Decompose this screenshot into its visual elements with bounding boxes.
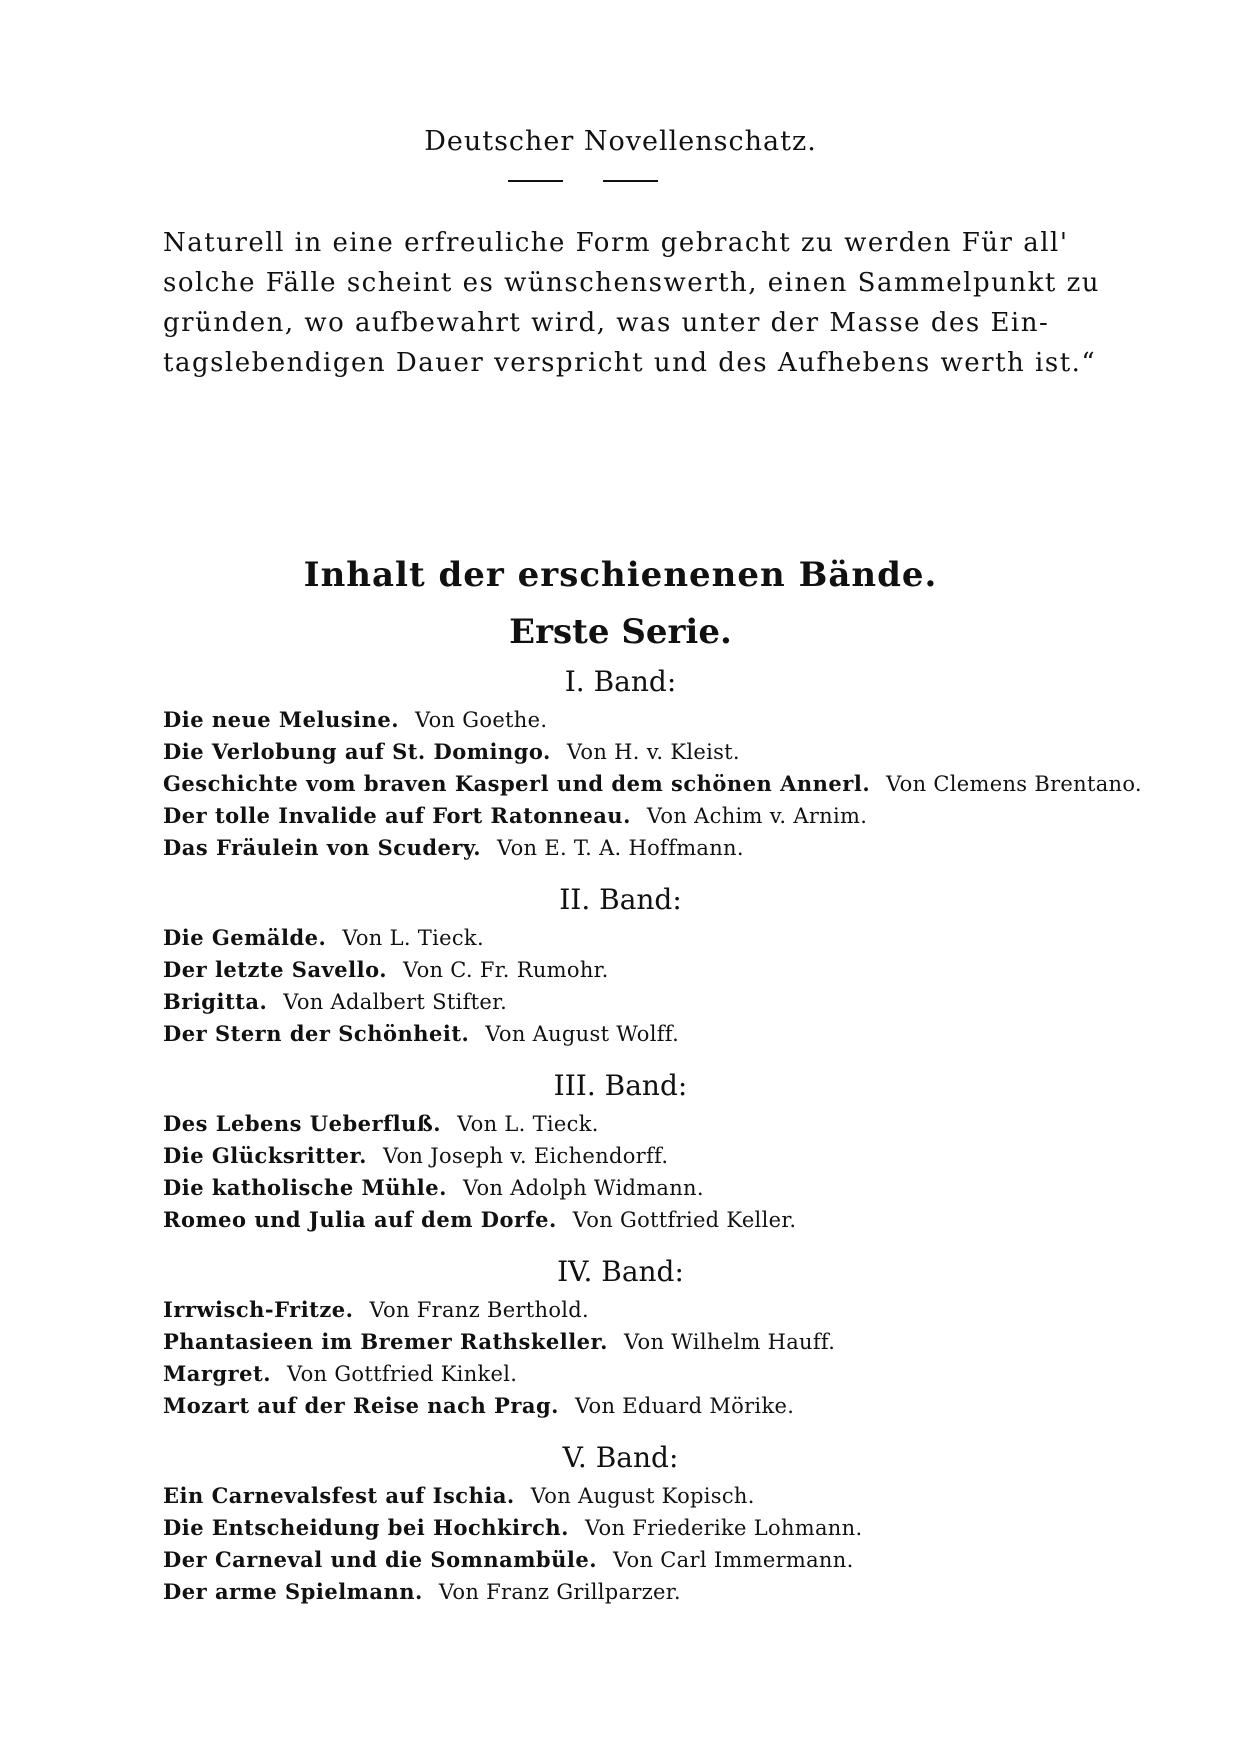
novella-title: Die Glücksritter. (163, 1143, 367, 1168)
novella-title: Des Lebens Ueberfluß. (163, 1111, 442, 1136)
intro-line: tagslebendigen Dauer verspricht und des Aufhebens werth ist.“ (163, 348, 1097, 378)
list-item (163, 1512, 1103, 1544)
novella-author: Von Gottfried Keller. (572, 1208, 797, 1232)
list-item (163, 768, 1142, 800)
volume-2 (163, 878, 1103, 1050)
novella-title: Romeo und Julia auf dem Dorfe. (163, 1207, 557, 1232)
novella-author: Von August Kopisch. (530, 1484, 755, 1508)
volume-heading: IV. Band: (557, 1255, 684, 1288)
volume-heading: III. Band: (553, 1069, 688, 1102)
list-item (163, 1326, 1103, 1358)
list-item (163, 1544, 1103, 1576)
novella-title: Brigitta. (163, 989, 268, 1014)
novella-author: Von Clemens Brentano. (886, 772, 1142, 796)
list-item (163, 1108, 1103, 1140)
list-item (163, 736, 1103, 768)
head-rules (508, 180, 708, 184)
novella-author: Von Goethe. (415, 708, 548, 732)
novella-title: Phantasieen im Bremer Rathskeller. (163, 1329, 608, 1354)
novella-title: Die Gemälde. (163, 925, 327, 950)
list-item (163, 1172, 1103, 1204)
head-rule-left (508, 180, 563, 182)
novella-author: Von L. Tieck. (342, 926, 484, 950)
novella-title: Der arme Spielmann. (163, 1579, 423, 1604)
intro-line: Naturell in eine erfreuliche Form gebracht zu werden Für all' (163, 228, 1069, 258)
novella-author: Von H. v. Kleist. (566, 740, 740, 764)
intro-line: solche Fälle scheint es wünschenswerth, einen Sammelpunkt zu (163, 268, 1101, 298)
list-item (163, 1294, 1103, 1326)
novella-title: Margret. (163, 1361, 272, 1386)
list-item (163, 922, 1103, 954)
novella-author: Von Franz Berthold. (369, 1298, 589, 1322)
list-item (163, 1390, 1103, 1422)
novella-title: Geschichte vom braven Kasperl und dem schönen Annerl. (163, 771, 871, 796)
novella-title: Mozart auf der Reise nach Prag. (163, 1393, 559, 1418)
volume-4 (163, 1250, 1103, 1422)
novella-title: Ein Carnevalsfest auf Ischia. (163, 1483, 515, 1508)
novella-title: Der letzte Savello. (163, 957, 388, 982)
list-item (163, 1204, 1103, 1236)
head-rule-right (603, 180, 658, 182)
intro-line: gründen, wo aufbewahrt wird, was unter der Masse des Ein- (163, 308, 1050, 338)
list-item (163, 1358, 1103, 1390)
list-item (163, 1480, 1103, 1512)
novella-author: Von Gottfried Kinkel. (287, 1362, 518, 1386)
novella-author: Von Achim v. Arnim. (646, 804, 868, 828)
novella-title: Der Stern der Schönheit. (163, 1021, 470, 1046)
list-item (163, 1140, 1103, 1172)
novella-author: Von Adolph Widmann. (462, 1176, 704, 1200)
contents-title: Inhalt der erschienenen Bände. (303, 555, 938, 595)
volume-3 (163, 1064, 1103, 1236)
novella-author: Von Joseph v. Eichendorff. (382, 1144, 669, 1168)
volume-heading: I. Band: (564, 665, 677, 698)
serie-heading: Erste Serie. (509, 612, 732, 652)
novella-title: Die Entscheidung bei Hochkirch. (163, 1515, 569, 1540)
list-item (163, 986, 1103, 1018)
novella-title: Irrwisch-Fritze. (163, 1297, 354, 1322)
novella-author: Von Wilhelm Hauff. (624, 1330, 836, 1354)
volume-1 (163, 660, 1142, 864)
novella-title: Die neue Melusine. (163, 707, 400, 732)
novella-title: Der tolle Invalide auf Fort Ratonneau. (163, 803, 631, 828)
volume-list (163, 660, 1142, 1622)
novella-author: Von L. Tieck. (457, 1112, 599, 1136)
list-item (163, 954, 1103, 986)
volume-heading: V. Band: (562, 1441, 679, 1474)
list-item (163, 1018, 1103, 1050)
novella-author: Von Eduard Mörike. (574, 1394, 795, 1418)
novella-title: Der Carneval und die Somnambüle. (163, 1547, 598, 1572)
novella-author: Von E. T. A. Hoffmann. (497, 836, 744, 860)
list-item (163, 704, 1103, 736)
novella-author: Von Franz Grillparzer. (438, 1580, 681, 1604)
list-item (163, 1576, 1103, 1608)
running-head: Deutscher Novellenschatz. (424, 126, 817, 157)
novella-author: Von Carl Immermann. (613, 1548, 854, 1572)
volume-heading: II. Band: (559, 883, 682, 916)
novella-author: Von C. Fr. Rumohr. (403, 958, 609, 982)
novella-title: Die katholische Mühle. (163, 1175, 447, 1200)
volume-5 (163, 1436, 1103, 1608)
novella-author: Von Friederike Lohmann. (584, 1516, 863, 1540)
list-item (163, 832, 1103, 864)
novella-author: Von Adalbert Stifter. (283, 990, 508, 1014)
novella-author: Von August Wolff. (485, 1022, 680, 1046)
list-item (163, 800, 1103, 832)
novella-title: Die Verlobung auf St. Domingo. (163, 739, 551, 764)
intro-paragraph (163, 223, 1101, 383)
novella-title: Das Fräulein von Scudery. (163, 835, 482, 860)
